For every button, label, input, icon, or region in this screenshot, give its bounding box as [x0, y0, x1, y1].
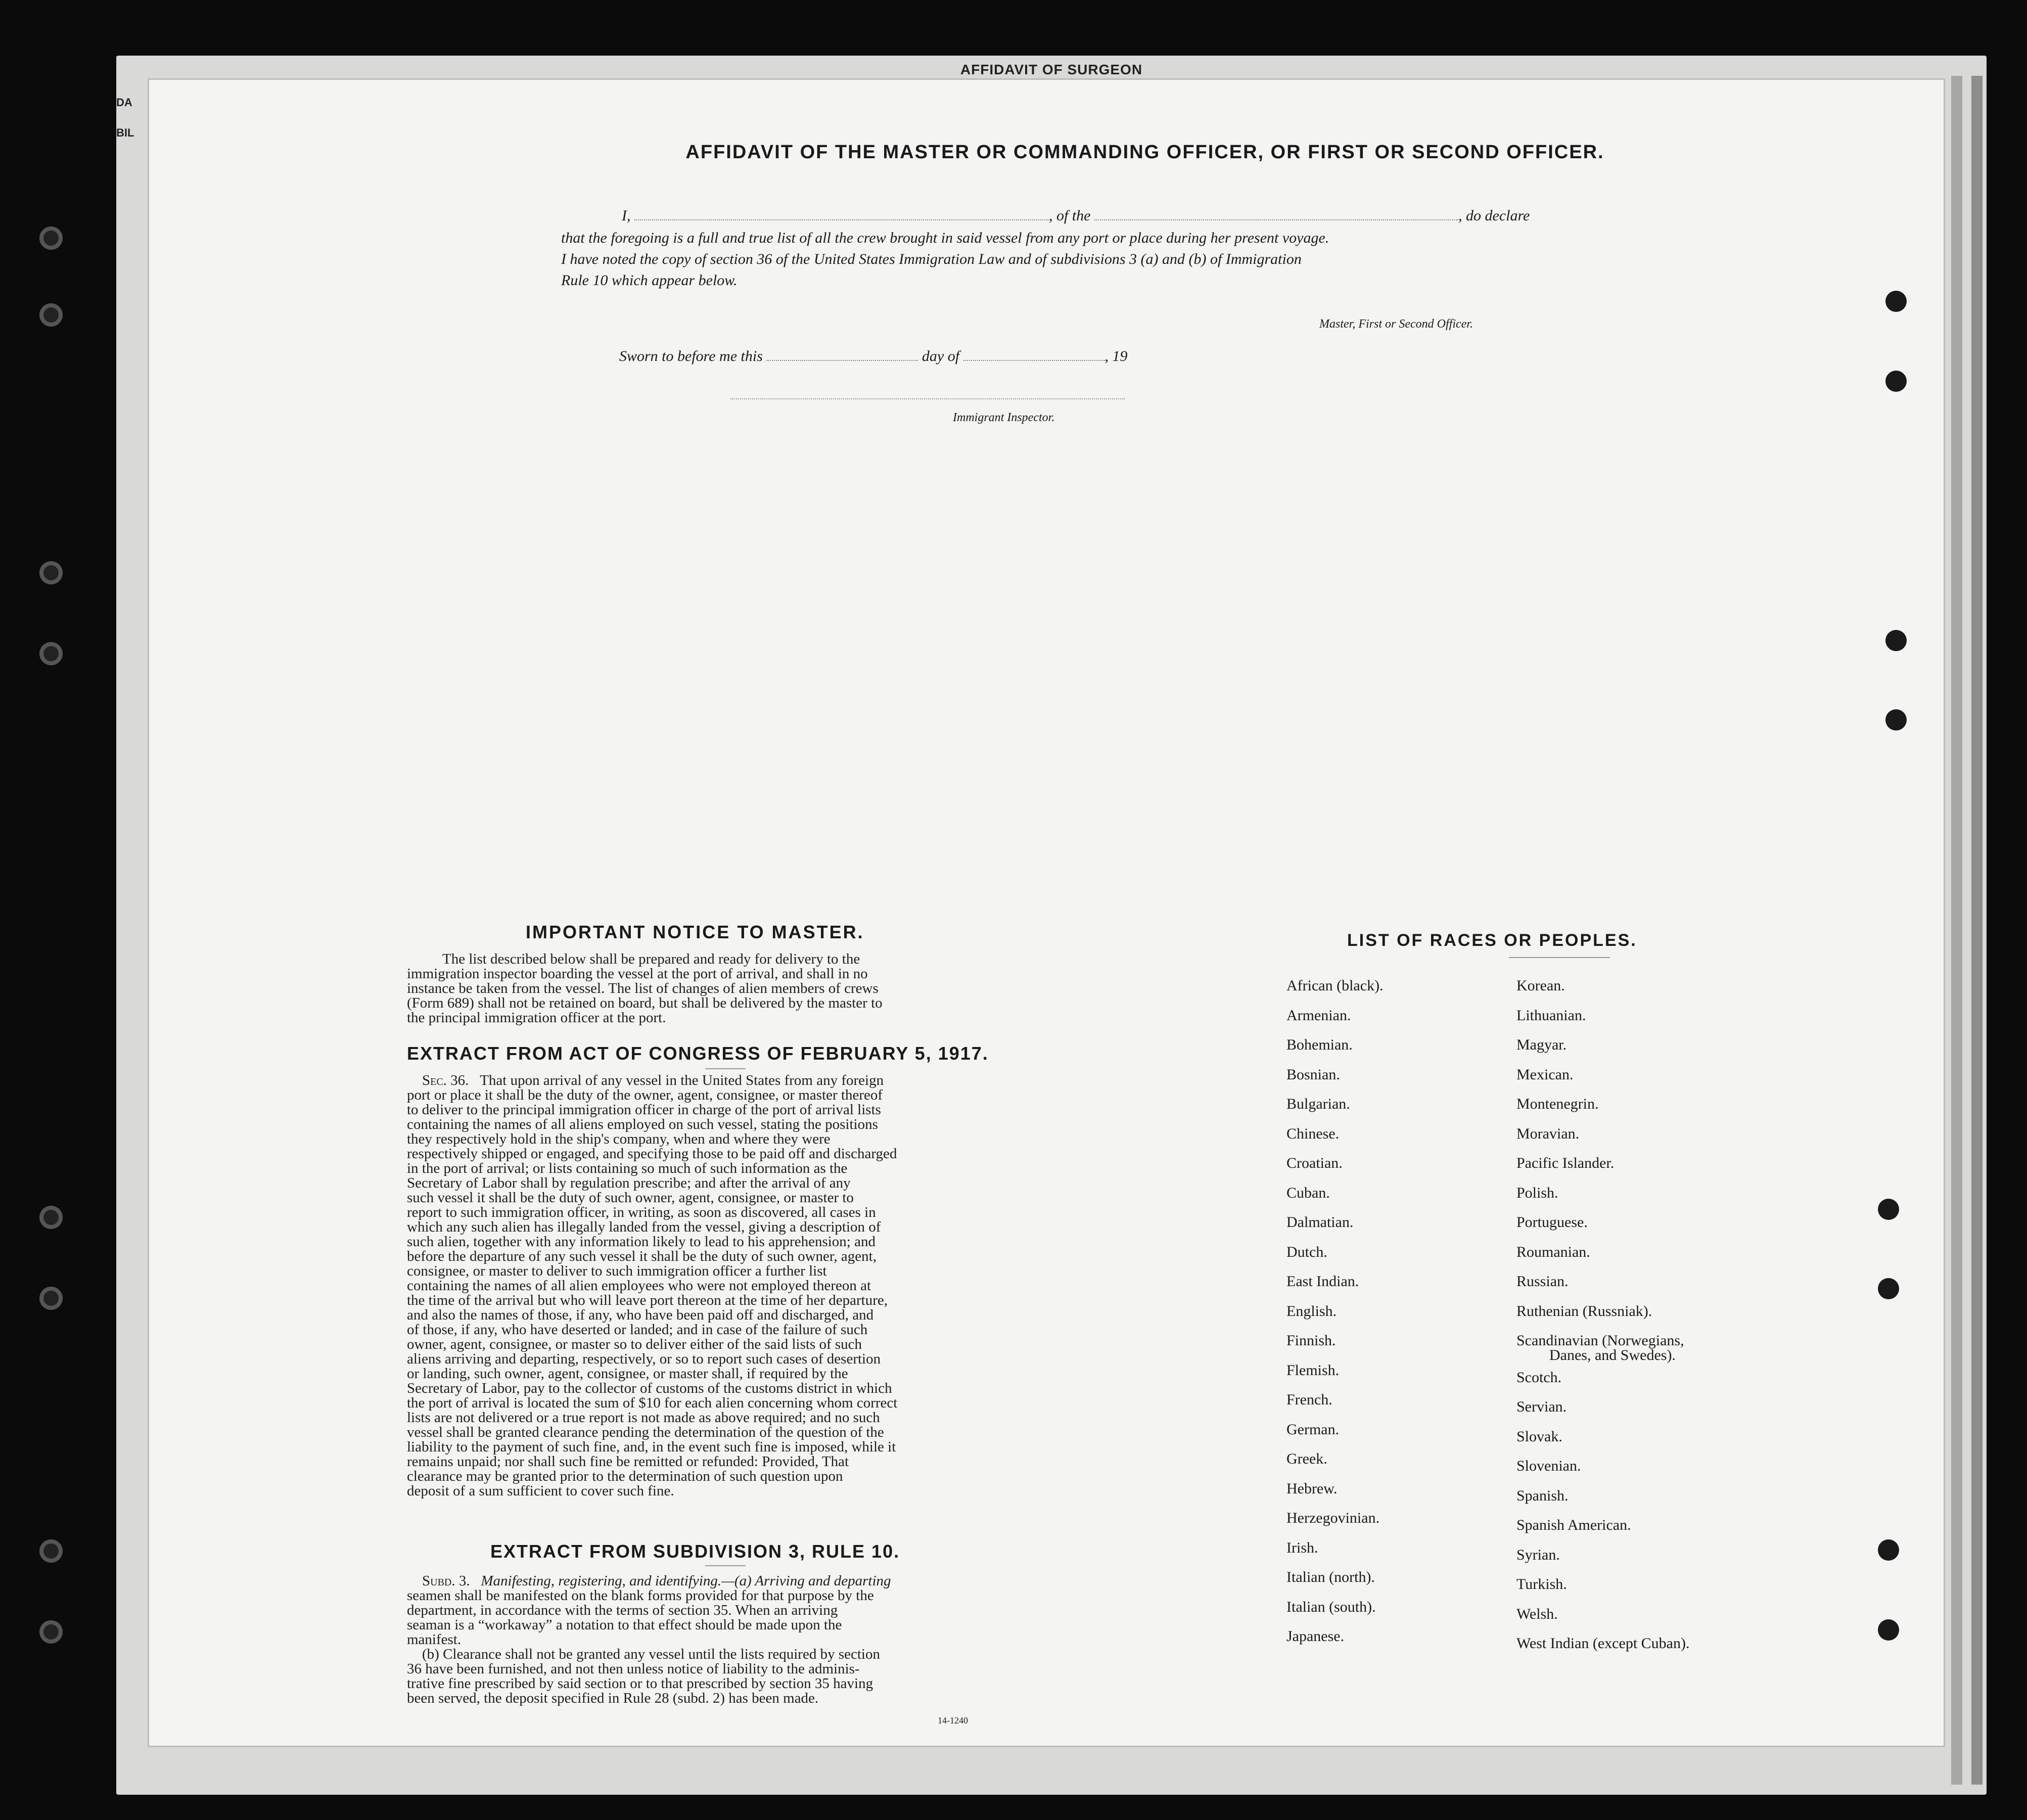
act-line: such vessel it shall be the duty of such owner, agent, consignee, or master to	[407, 1190, 854, 1206]
act-line: containing the names of all alien employees who were not employed thereon at	[407, 1278, 871, 1294]
race-item-continuation: Danes, and Swedes).	[1549, 1347, 1676, 1363]
race-item: Croatian.	[1286, 1155, 1343, 1171]
race-item: Armenian.	[1286, 1007, 1351, 1024]
race-item: Turkish.	[1516, 1576, 1567, 1592]
act-line: before the departure of any such vessel it shall be the duty of such owner, agent,	[407, 1248, 877, 1264]
punch-hole-icon	[1885, 630, 1907, 651]
race-item: Magyar.	[1516, 1036, 1567, 1053]
inspector-signature-line[interactable]	[730, 398, 1125, 399]
race-item: Slovenian.	[1516, 1458, 1581, 1474]
page-edge-stack	[1971, 76, 1983, 1785]
sworn-line	[619, 348, 1128, 365]
race-item: Portuguese.	[1516, 1214, 1588, 1231]
race-item: Moravian.	[1516, 1125, 1580, 1142]
race-item: Italian (south).	[1286, 1598, 1376, 1615]
race-item: Dutch.	[1286, 1243, 1327, 1260]
master-signature-label: Master, First or Second Officer.	[1319, 317, 1473, 331]
act-line: Secretary of Labor, pay to the collector of customs of the customs district in which	[407, 1380, 892, 1396]
race-item: Greek.	[1286, 1450, 1327, 1467]
act-line: consignee, or master to deliver to such immigration officer a further list	[407, 1263, 827, 1279]
year-label: , 19	[1104, 348, 1128, 365]
punch-hole-icon	[1885, 709, 1907, 731]
rule-line: manifest.	[407, 1631, 462, 1648]
act-line: Sec. 36. That upon arrival of any vessel in the United States from any foreign	[422, 1072, 884, 1088]
punch-hole-icon	[1878, 1278, 1899, 1299]
act-line: vessel shall be granted clearance pending the determination of the question of the	[407, 1424, 884, 1440]
sworn-label: Sworn to before me this	[619, 348, 763, 365]
race-item: Lithuanian.	[1516, 1007, 1586, 1024]
subdivision-lead: Subd. 3.	[422, 1573, 470, 1589]
affidavit-i-label: I,	[622, 207, 631, 224]
race-item: Korean.	[1516, 977, 1565, 994]
act-line: the time of the arrival but who will leave port thereon at the time of her departure,	[407, 1292, 888, 1308]
punch-hole-icon	[1878, 1619, 1899, 1641]
title-underline	[705, 1068, 746, 1069]
binder-ring-icon	[39, 1539, 63, 1563]
title-underline	[1509, 957, 1610, 958]
act-line: port or place it shall be the duty of the owner, agent, consignee, or master thereof	[407, 1087, 883, 1103]
act-line: clearance may be granted prior to the determination of such question upon	[407, 1468, 843, 1484]
race-item: Slovak.	[1516, 1428, 1562, 1445]
race-item: Chinese.	[1286, 1125, 1340, 1142]
affidavit-line-3: I have noted the copy of section 36 of the United States Immigration Law and of subdivisions 3 (a) and (b) of Immigration	[561, 251, 1302, 267]
binder-ring-icon	[39, 1620, 63, 1644]
rule-extract-body	[407, 1574, 1001, 1706]
form-number: 14-1240	[938, 1715, 968, 1725]
rule-line: (b) Clearance shall not be granted any vessel until the lists required by section	[422, 1646, 880, 1662]
act-line: report to such immigration officer, in writing, as soon as discovered, all cases in	[407, 1204, 876, 1220]
underlying-side-text-1: DA	[116, 96, 132, 109]
race-item: Russian.	[1516, 1273, 1569, 1290]
underlying-side-text-2: BIL	[116, 126, 134, 139]
affidavit-title: AFFIDAVIT OF THE MASTER OR COMMANDING OFFICER, OR FIRST OR SECOND OFFICER.	[685, 142, 1604, 163]
race-item: Irish.	[1286, 1539, 1318, 1556]
race-item: French.	[1286, 1391, 1332, 1408]
race-item: Spanish American.	[1516, 1517, 1631, 1533]
race-item: Montenegrin.	[1516, 1096, 1599, 1112]
form-sheet	[149, 80, 1944, 1746]
binder-ring-icon	[39, 226, 63, 250]
binder-ring-icon	[39, 642, 63, 665]
binder-ring-icon	[39, 1206, 63, 1229]
act-line: or landing, such owner, agent, consignee, or master shall, if required by the	[407, 1366, 848, 1382]
race-item: Dalmatian.	[1286, 1214, 1354, 1231]
race-item: Cuban.	[1286, 1184, 1330, 1201]
rule-extract-title: EXTRACT FROM SUBDIVISION 3, RULE 10.	[490, 1541, 900, 1562]
race-item: Spanish.	[1516, 1487, 1569, 1504]
race-item: Servian.	[1516, 1398, 1567, 1415]
affidavit-line-1	[622, 207, 1530, 224]
race-item: Syrian.	[1516, 1546, 1560, 1563]
races-title: LIST OF RACES OR PEOPLES.	[1347, 931, 1637, 950]
act-line: respectively shipped or engaged, and specifying those to be paid off and discharged	[407, 1146, 897, 1162]
race-item: Ruthenian (Russniak).	[1516, 1302, 1652, 1320]
notice-title: IMPORTANT NOTICE TO MASTER.	[526, 922, 864, 942]
act-line: liability to the payment of such fine, and, in the event such fine is imposed, while it	[407, 1439, 896, 1455]
race-item: Japanese.	[1286, 1628, 1345, 1645]
race-item: Bohemian.	[1286, 1036, 1353, 1053]
act-line: containing the names of all aliens employed on such vessel, stating the positions	[407, 1116, 878, 1132]
page-edge-stack	[1951, 76, 1962, 1785]
act-line: owner, agent, consignee, or master so to deliver either of the said lists of such	[407, 1336, 862, 1352]
race-item: West Indian (except Cuban).	[1516, 1635, 1690, 1652]
notice-line: the principal immigration officer at the port.	[407, 1010, 666, 1026]
act-line: in the port of arrival; or lists containing so much of such information as the	[407, 1160, 848, 1176]
race-item: Polish.	[1516, 1184, 1558, 1201]
race-item: Flemish.	[1286, 1361, 1340, 1379]
race-item: Bulgarian.	[1286, 1096, 1350, 1112]
act-line: they respectively hold in the ship's company, when and where they were	[407, 1131, 831, 1147]
of-the-label: , of the	[1049, 207, 1091, 224]
race-item: East Indian.	[1286, 1273, 1359, 1290]
punch-hole-icon	[1885, 291, 1907, 312]
act-line: remains unpaid; nor shall such fine be remitted or refunded: Provided, That	[407, 1453, 849, 1470]
rule-line: seaman is a “workaway” a notation to that effect should be made upon the	[407, 1617, 842, 1633]
rule-line: trative fine prescribed by said section or to that prescribed by section 35 having	[407, 1675, 873, 1692]
act-line: of those, if any, who have deserted or landed; and in case of the failure of such	[407, 1322, 868, 1338]
title-underline	[705, 1565, 746, 1566]
binder-ring-icon	[39, 303, 63, 327]
act-line: which any such alien has illegally landed from the vessel, giving a description of	[407, 1219, 881, 1235]
affidavit-line-2: that the foregoing is a full and true list of all the crew brought in said vessel from any port or place during her present voyage.	[561, 230, 1329, 246]
race-item: Herzegovinian.	[1286, 1510, 1380, 1526]
notice-line: (Form 689) shall not be retained on board, but shall be delivered by the master to	[407, 995, 883, 1011]
inspector-label: Immigrant Inspector.	[953, 411, 1055, 424]
punch-hole-icon	[1878, 1199, 1899, 1220]
race-item: Welsh.	[1516, 1605, 1558, 1622]
race-item: Scotch.	[1516, 1369, 1562, 1386]
punch-hole-icon	[1885, 371, 1907, 392]
race-item: German.	[1286, 1421, 1340, 1438]
binder-ring-icon	[39, 1287, 63, 1310]
punch-hole-icon	[1878, 1539, 1899, 1561]
act-line: the port of arrival is located the sum of $10 for each alien concerning whom correct	[407, 1395, 898, 1411]
notice-body	[407, 952, 1001, 1025]
day-of-label: day of	[922, 348, 960, 365]
rule-line: department, in accordance with the terms of section 35. When an arriving	[407, 1602, 838, 1618]
act-line: such alien, together with any information likely to lead to his apprehension; and	[407, 1234, 876, 1250]
act-extract-body	[407, 1073, 1001, 1498]
race-item: English.	[1286, 1302, 1337, 1320]
race-item: Italian (north).	[1286, 1569, 1375, 1585]
act-line: and also the names of those, if any, who have been paid off and discharged, and	[407, 1307, 874, 1323]
race-item: Mexican.	[1516, 1066, 1574, 1083]
notice-line: immigration inspector boarding the vessel at the port of arrival, and shall in no	[407, 966, 868, 982]
sworn-day-blank[interactable]	[766, 360, 918, 361]
race-item: Bosnian.	[1286, 1066, 1340, 1083]
act-extract-title: EXTRACT FROM ACT OF CONGRESS OF FEBRUARY 5, 1917.	[407, 1043, 989, 1064]
notice-line: The list described below shall be prepared and ready for delivery to the	[442, 951, 860, 967]
do-declare-label: , do declare	[1458, 207, 1530, 224]
race-item: Pacific Islander.	[1516, 1155, 1615, 1171]
sworn-month-blank[interactable]	[963, 360, 1105, 361]
rule-line: seamen shall be manifested on the blank forms provided for that purpose by the	[407, 1587, 874, 1604]
race-item: African (black).	[1286, 977, 1384, 994]
act-line: lists are not delivered or a true report is not made as above required; and no such	[407, 1409, 880, 1426]
act-line: deposit of a sum sufficient to cover such fine.	[407, 1483, 674, 1499]
act-line: aliens arriving and departing, respectively, or so to report such cases of desertion	[407, 1351, 881, 1367]
rule-line: been served, the deposit specified in Rule 28 (subd. 2) has been made.	[407, 1690, 819, 1706]
race-item: Scandinavian (Norwegians,	[1516, 1332, 1684, 1349]
binder-ring-icon	[39, 561, 63, 584]
race-item: Hebrew.	[1286, 1480, 1338, 1497]
affidavit-line-4: Rule 10 which appear below.	[561, 272, 738, 289]
underlying-page-header: AFFIDAVIT OF SURGEON	[960, 62, 1143, 77]
race-item: Finnish.	[1286, 1332, 1336, 1349]
race-item: Roumanian.	[1516, 1243, 1590, 1260]
name-blank[interactable]	[634, 219, 1049, 220]
rule-line: 36 have been furnished, and not then unless notice of liability to the adminis-	[407, 1661, 860, 1677]
notice-line: instance be taken from the vessel. The list of changes of alien members of crews	[407, 980, 879, 996]
rule-line: Subd. 3. Manifesting, registering, and identifying.—(a) Arriving and departing	[422, 1573, 891, 1589]
act-line: to deliver to the principal immigration officer in charge of the port of arrival lists	[407, 1102, 881, 1118]
section-lead: Sec. 36.	[422, 1072, 469, 1088]
vessel-blank[interactable]	[1094, 219, 1458, 220]
act-line: Secretary of Labor shall by regulation prescribe; and after the arrival of any	[407, 1175, 851, 1191]
